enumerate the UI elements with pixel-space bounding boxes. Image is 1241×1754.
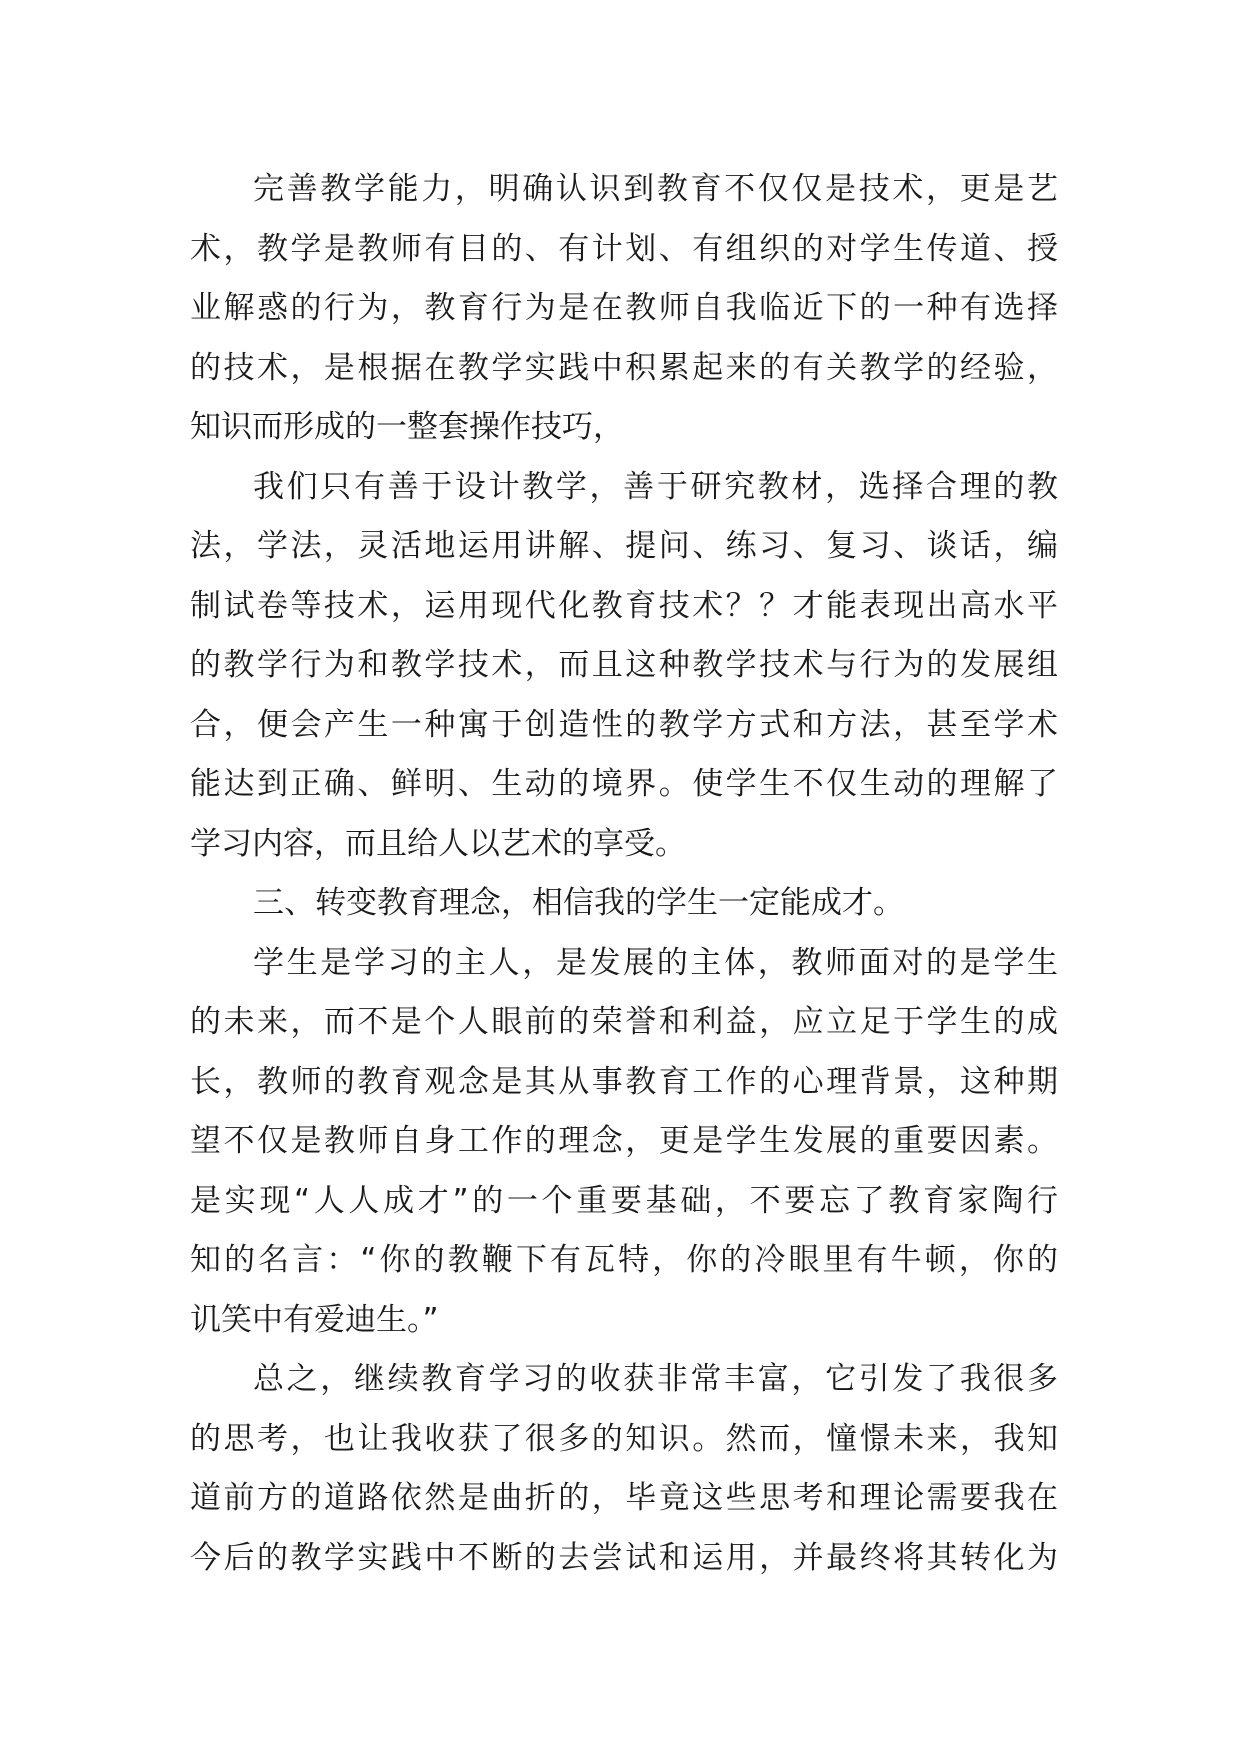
text-line: 知的名言：“你的教鞭下有瓦特，你的冷眼里有牛顿，你的	[190, 1242, 1058, 1278]
paragraph-first-line: 完善教学能力，明确认识到教育不仅仅是技术，更是艺	[253, 171, 1058, 207]
document-body	[190, 160, 1058, 1588]
text-line: 制试卷等技术，运用现代化教育技术？？才能表现出高水平	[190, 587, 1058, 624]
paragraph-first-line: 三、转变教育理念，相信我的学生一定能成才。	[253, 885, 904, 921]
text-line: 术，教学是教师有目的、有计划、有组织的对学生传道、授	[190, 230, 1058, 267]
text-line: 学习内容，而且给人以艺术的享受。	[190, 825, 686, 862]
text-line: 的技术，是根据在教学实践中积累起来的有关教学的经验，	[190, 349, 1058, 386]
text-line: 能达到正确、鲜明、生动的境界。使学生不仅生动的理解了	[190, 766, 1058, 802]
text-line: 望不仅是教师自身工作的理念，更是学生发展的重要因素。	[190, 1123, 1058, 1159]
paragraph-first-line: 总之，继续教育学习的收获非常丰富，它引发了我很多	[253, 1361, 1058, 1397]
text-line: 的思考，也让我收获了很多的知识。然而，憧憬未来，我知	[190, 1420, 1058, 1457]
text-line: 合，便会产生一种寓于创造性的教学方式和方法，甚至学术	[190, 706, 1058, 743]
text-line: 长，教师的教育观念是其从事教育工作的心理背景，这种期	[190, 1063, 1058, 1100]
text-line: 的教学行为和教学技术，而且这种教学技术与行为的发展组	[190, 647, 1058, 683]
paragraph-first-line: 学生是学习的主人，是发展的主体，教师面对的是学生	[253, 944, 1058, 981]
text-line: 法，学法，灵活地运用讲解、提问、练习、复习、谈话，编	[190, 528, 1058, 564]
text-line: 知识而形成的一整套操作技巧，	[190, 409, 624, 445]
paragraph-first-line: 我们只有善于设计教学，善于研究教材，选择合理的教	[253, 468, 1058, 505]
text-line: 业解惑的行为，教育行为是在教师自我临近下的一种有选择	[190, 290, 1058, 326]
text-line: 的未来，而不是个人眼前的荣誉和利益，应立足于学生的成	[190, 1004, 1058, 1040]
text-line: 道前方的道路依然是曲折的，毕竟这些思考和理论需要我在	[190, 1480, 1058, 1516]
text-line: 讥笑中有爱迪生。”	[190, 1301, 439, 1338]
text-line: 是实现“人人成才”的一个重要基础，不要忘了教育家陶行	[190, 1182, 1058, 1219]
text-line: 今后的教学实践中不断的去尝试和运用，并最终将其转化为	[190, 1539, 1058, 1576]
